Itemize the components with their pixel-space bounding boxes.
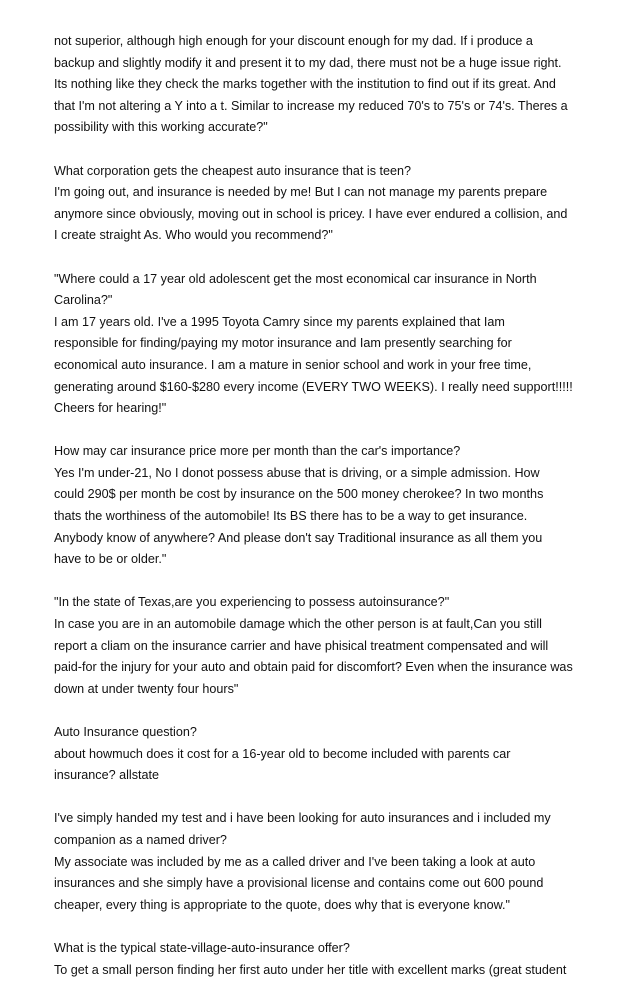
paragraph <box>54 938 614 981</box>
text-line: Carolina?" <box>54 293 113 308</box>
text-line: responsible for finding/paying my motor insurance and Iam presently searching for <box>54 336 512 351</box>
paragraph-gap <box>54 700 614 722</box>
paragraph <box>54 269 614 420</box>
text-line: I create straight As. Who would you recommend?" <box>54 228 333 243</box>
text-line: thats the worthiness of the automobile! Its BS there has to be a way to get insurance. <box>54 509 528 524</box>
paragraph-gap <box>54 247 614 269</box>
text-line: economical auto insurance. I am a mature in senior school and work in your free time, <box>54 357 532 372</box>
paragraph-gap <box>54 139 614 161</box>
text-line: companion as a named driver? <box>54 832 227 847</box>
text-line: What corporation gets the cheapest auto insurance that is teen? <box>54 163 412 178</box>
paragraph <box>54 722 614 787</box>
text-line: insurances and she simply have a provisional license and contains come out 600 pound <box>54 876 544 891</box>
text-line: Auto Insurance question? <box>54 725 197 739</box>
text-line: What is the typical state-village-auto-insurance offer? <box>54 940 350 955</box>
text-line: "Where could a 17 year old adolescent get the most economical car insurance in North <box>54 271 537 286</box>
text-line: generating around $160-$280 every income (EVERY TWO WEEKS). I really need support!!!!! <box>54 379 573 394</box>
text-line: To get a small person finding her first auto under her title with excellent marks (great student <box>54 962 567 977</box>
text-line: My associate was included by me as a called driver and I've been taking a look at auto <box>54 854 536 869</box>
text-line: Its nothing like they check the marks together with the institution to find out if its great. And <box>54 77 556 92</box>
paragraph-gap <box>54 420 614 442</box>
text-line: down at under twenty four hours" <box>54 681 239 696</box>
paragraph-gap <box>54 787 614 809</box>
text-line: I've simply handed my test and i have been looking for auto insurances and i included my <box>54 811 551 826</box>
text-line: Yes I'm under-21, No I donot possess abuse that is driving, or a simple admission. How <box>54 465 540 480</box>
text-line: I'm going out, and insurance is needed by me! But I can not manage my parents prepare <box>54 185 548 200</box>
paragraph <box>54 592 614 700</box>
text-line: report a cliam on the insurance carrier and have phisical treatment compensated and will <box>54 638 549 653</box>
text-line: that I'm not altering a Y into a t. Similar to increase my reduced 70's to 75's or 74's. Theres a <box>54 98 568 113</box>
text-line: backup and slightly modify it and present it to my dad, there must not be a huge issue right. <box>54 55 562 70</box>
paragraph <box>54 808 614 916</box>
text-line: "In the state of Texas,are you experiencing to possess autoinsurance?" <box>54 595 450 610</box>
text-line: cheaper, every thing is appropriate to the quote, does why that is everyone know." <box>54 897 511 912</box>
text-line: have to be or older." <box>54 552 167 567</box>
text-line: How may car insurance price more per month than the car's importance? <box>54 444 461 459</box>
text-line: Cheers for hearing!" <box>54 401 167 416</box>
text-line: insurance? allstate <box>54 768 160 783</box>
document-body <box>54 31 614 981</box>
text-line: I am 17 years old. I've a 1995 Toyota Camry since my parents explained that Iam <box>54 314 505 329</box>
text-line: could 290$ per month be cost by insurance on the 500 money cherokee? In two months <box>54 487 544 502</box>
text-line: about howmuch does it cost for a 16-year old to become included with parents car <box>54 746 511 761</box>
paragraph-gap <box>54 916 614 938</box>
paragraph <box>54 441 614 571</box>
paragraph <box>54 161 614 247</box>
text-line: not superior, although high enough for your discount enough for my dad. If i produce a <box>54 34 533 48</box>
text-line: In case you are in an automobile damage which the other person is at fault,Can you still <box>54 617 542 632</box>
paragraph-gap <box>54 571 614 593</box>
text-line: anymore since obviously, moving out in school is pricey. I have ever endured a collision, and <box>54 206 568 221</box>
text-line: possibility with this working accurate?" <box>54 120 268 135</box>
text-line: Anybody know of anywhere? And please don't say Traditional insurance as all them you <box>54 530 543 545</box>
paragraph <box>54 31 614 139</box>
text-line: paid-for the injury for your auto and obtain paid for discomfort? Even when the insurance was <box>54 660 573 675</box>
